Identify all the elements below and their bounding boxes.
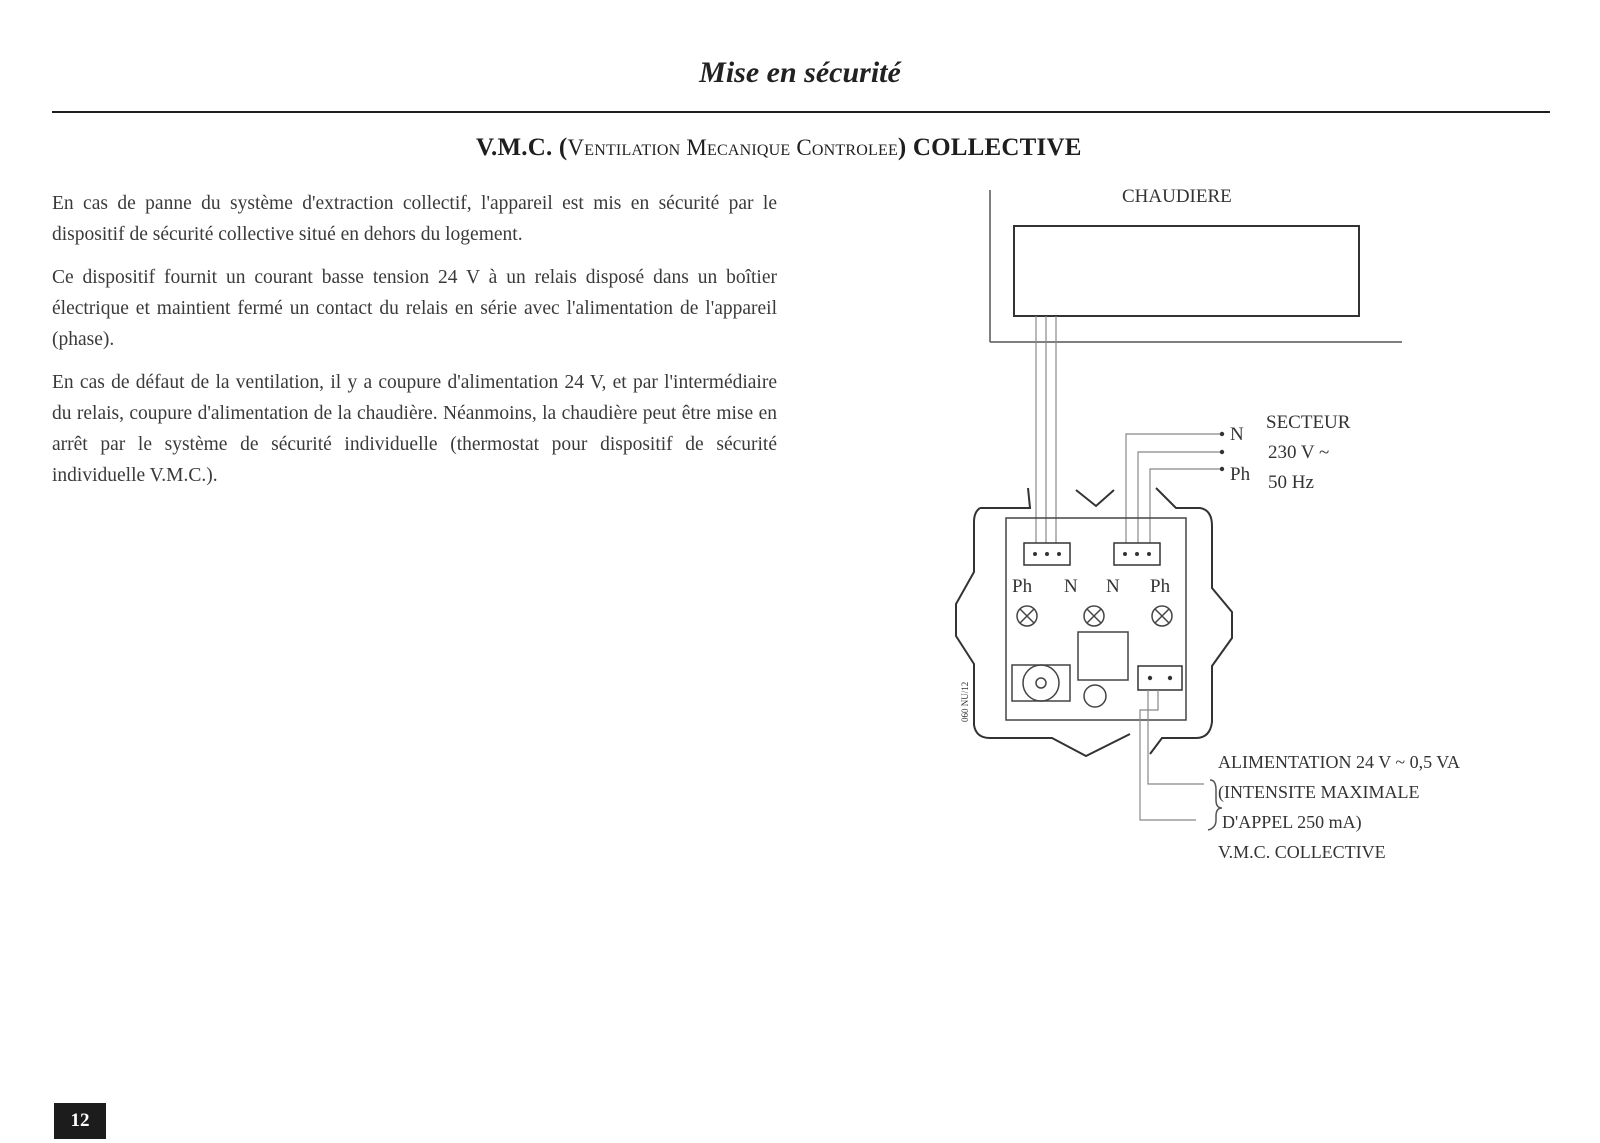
- supply-line-1: ALIMENTATION 24 V ~ 0,5 VA: [1218, 752, 1460, 772]
- terminal-left-ph: Ph: [1012, 576, 1033, 597]
- supply-line-3: D'APPEL 250 mA): [1222, 812, 1362, 832]
- page-number: 12: [54, 1103, 106, 1139]
- mains-title: SECTEUR: [1266, 412, 1351, 433]
- mains-n-label: N: [1230, 424, 1244, 445]
- paragraph: En cas de défaut de la ventilation, il y a coupure d'alimentation 24 V, et par l'intermédiaire du relais, coupure d'alimentation de la chaudière. Néanmoins, la chaudière peut être mise en arrêt par le système de sécurité individuelle (thermostat pour dispositif de sécurité individuelle V.M.C.).: [52, 372, 777, 486]
- mains-frequency: 50 Hz: [1268, 472, 1314, 493]
- page-title: Mise en sécurité: [699, 56, 901, 89]
- heading-end: ) COLLECTIVE: [897, 134, 1082, 161]
- mains-ph-label: Ph: [1230, 464, 1251, 485]
- paragraph: En cas de panne du système d'extraction collectif, l'appareil est mis en sécurité par le dispositif de sécurité collective situé en dehors du logement.: [52, 193, 777, 245]
- supply-line-4: V.M.C. COLLECTIVE: [1218, 842, 1386, 862]
- boiler-label: CHAUDIERE: [1122, 186, 1232, 207]
- reference-code: 060 NU/12: [960, 681, 970, 722]
- terminal-right-ph: Ph: [1150, 576, 1171, 597]
- heading-smallcaps: Ventilation Mecanique Controlee: [567, 135, 898, 160]
- mains-voltage: 230 V ~: [1268, 442, 1330, 463]
- supply-line-2: (INTENSITE MAXIMALE: [1218, 782, 1420, 802]
- terminal-right-n: N: [1106, 576, 1120, 597]
- heading-main: V.M.C. (: [476, 134, 568, 161]
- paragraph: Ce dispositif fournit un courant basse tension 24 V à un relais disposé dans un boîtier électrique et maintient fermé un contact du relais en série avec l'alimentation de l'appareil (phase).: [52, 267, 777, 350]
- terminal-left-n: N: [1064, 576, 1078, 597]
